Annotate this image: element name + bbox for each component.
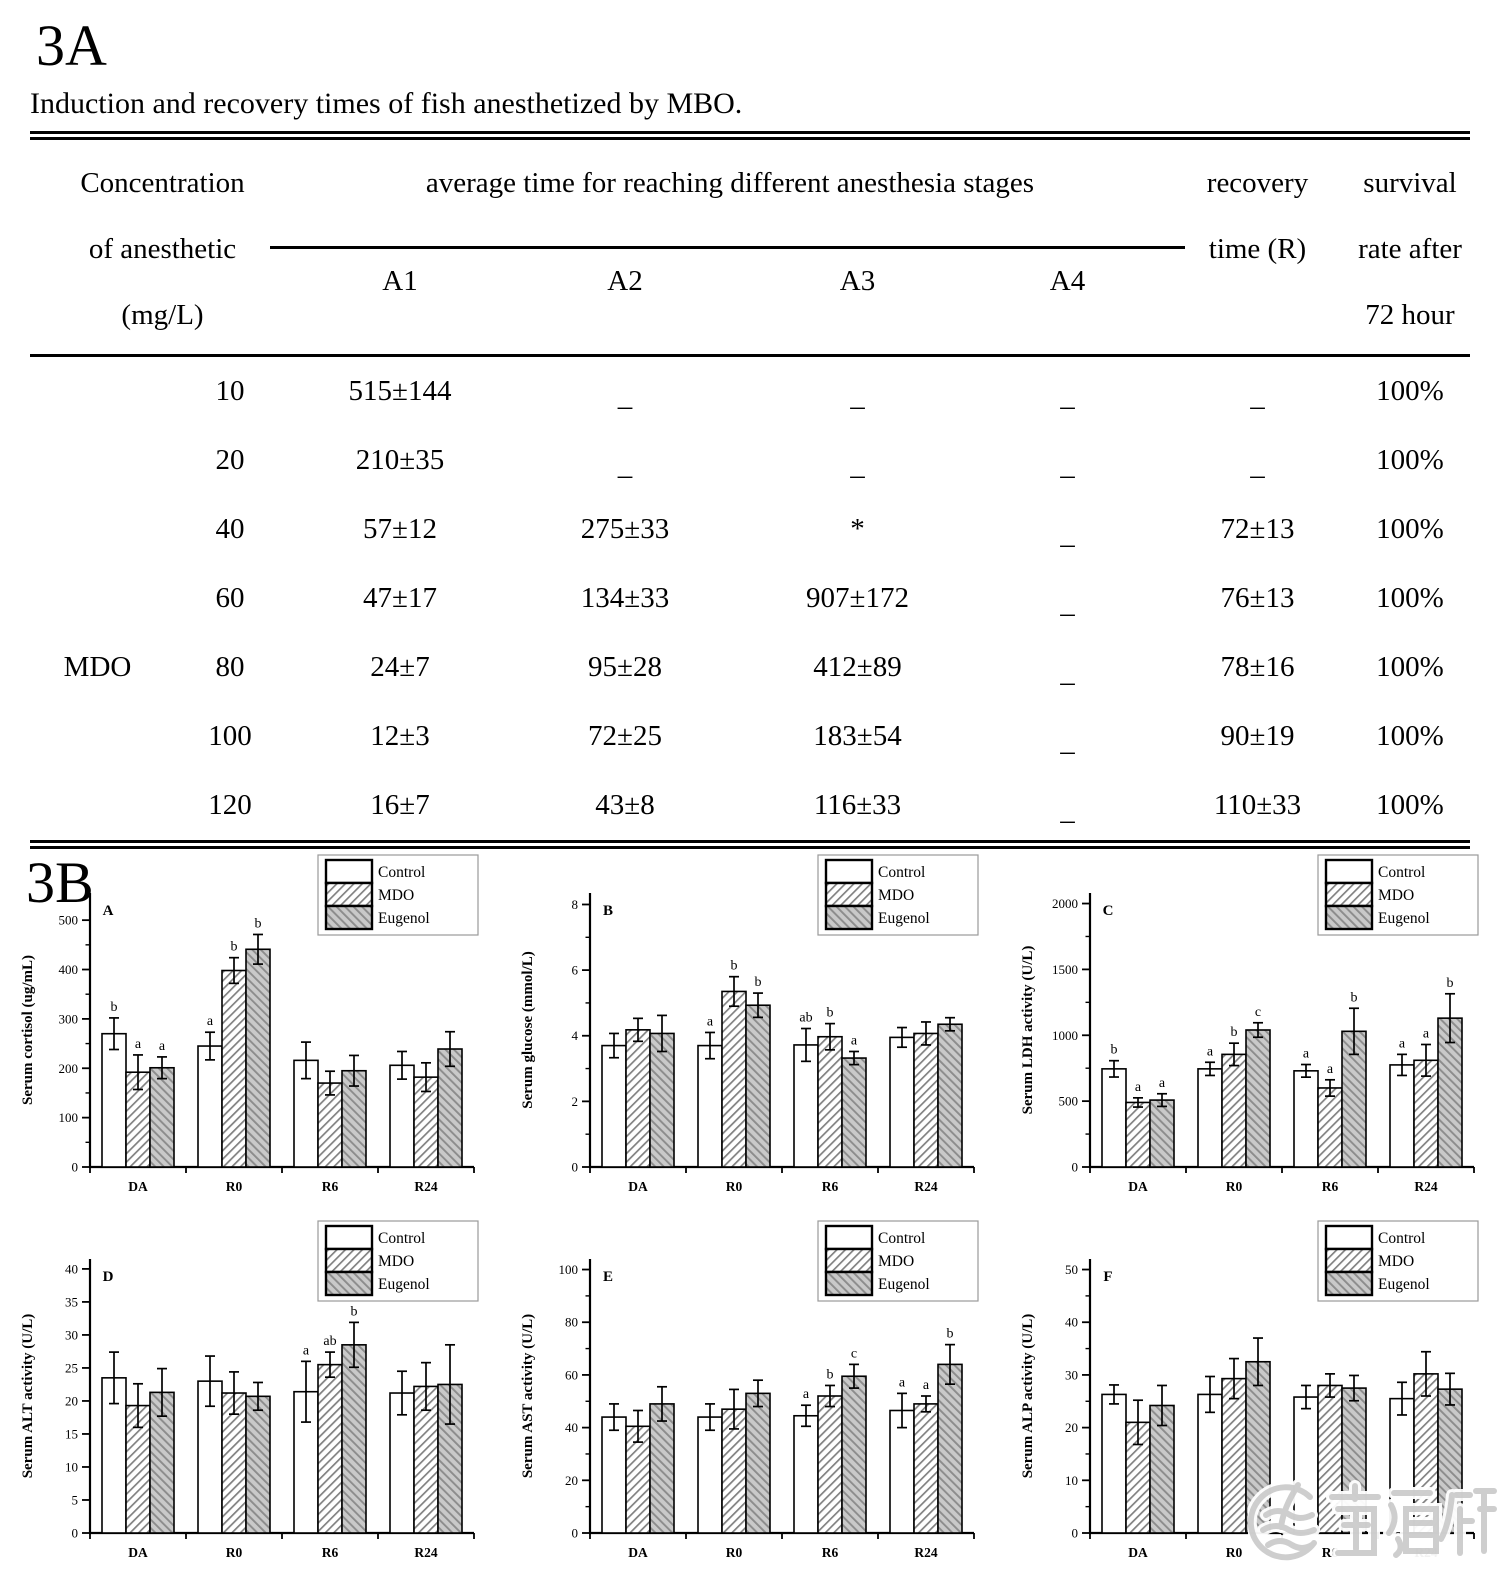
table-cell: 100% bbox=[1376, 650, 1444, 683]
table-row bbox=[30, 702, 1470, 771]
bar-mdo-R0 bbox=[1222, 1054, 1246, 1167]
svg-text:500: 500 bbox=[58, 912, 78, 928]
figure-3a-label: 3A bbox=[36, 13, 107, 78]
bar-eugenol-R24 bbox=[1438, 1389, 1462, 1533]
table-row bbox=[30, 771, 1470, 840]
header-stage-columns bbox=[295, 265, 1165, 298]
svg-text:0: 0 bbox=[1071, 1525, 1078, 1541]
svg-text:ab: ab bbox=[323, 1333, 337, 1349]
svg-text:R24: R24 bbox=[914, 1544, 938, 1560]
bar-mdo-R6 bbox=[1318, 1385, 1342, 1533]
svg-text:Control: Control bbox=[378, 1229, 426, 1247]
table-cell: 72±13 bbox=[1220, 512, 1295, 545]
svg-text:2: 2 bbox=[571, 1093, 578, 1109]
svg-text:1500: 1500 bbox=[1052, 961, 1078, 977]
header-col-a1: A1 bbox=[382, 264, 418, 297]
table-cell: – bbox=[617, 389, 633, 422]
svg-text:a: a bbox=[850, 1033, 858, 1049]
bar-eugenol-DA bbox=[650, 1404, 674, 1533]
svg-text:6: 6 bbox=[571, 962, 578, 978]
svg-text:60: 60 bbox=[565, 1367, 578, 1383]
bar-eugenol-R6 bbox=[1342, 1388, 1366, 1533]
svg-text:10: 10 bbox=[65, 1459, 78, 1475]
svg-text:R24: R24 bbox=[414, 1544, 438, 1560]
table-cell: – bbox=[1060, 734, 1075, 767]
table-cell: 100% bbox=[1376, 581, 1444, 614]
header-line: of anesthetic bbox=[88, 232, 237, 265]
table-bottom-rule bbox=[30, 840, 1470, 849]
table-top-rule bbox=[30, 131, 1470, 140]
legend-swatch-control bbox=[326, 860, 372, 883]
bar-mdo-R6 bbox=[1318, 1088, 1342, 1167]
svg-text:b: b bbox=[1446, 975, 1454, 991]
table-cell: 60 bbox=[215, 581, 245, 614]
legend-swatch-eugenol bbox=[826, 906, 872, 929]
table-cell: 72±25 bbox=[588, 719, 662, 752]
bar-eugenol-R0 bbox=[1246, 1030, 1270, 1167]
svg-text:a: a bbox=[1326, 1061, 1334, 1077]
chart-svg-E bbox=[510, 1219, 994, 1581]
svg-text:Serum ALT activity (U/L): Serum ALT activity (U/L) bbox=[20, 1313, 36, 1479]
bar-control-R0 bbox=[698, 1045, 722, 1166]
svg-text:Serum ALP activity (U/L): Serum ALP activity (U/L) bbox=[1020, 1313, 1036, 1479]
table-cell: 275±33 bbox=[580, 512, 670, 545]
legend-swatch-eugenol bbox=[1326, 1272, 1372, 1295]
legend-swatch-eugenol bbox=[826, 1272, 872, 1295]
bar-mdo-R6 bbox=[818, 1396, 842, 1533]
legend-swatch-eugenol bbox=[326, 1272, 372, 1295]
header-survival bbox=[1350, 150, 1470, 348]
table-cell: 515±144 bbox=[348, 374, 452, 407]
svg-text:b: b bbox=[946, 1326, 954, 1342]
svg-text:15: 15 bbox=[65, 1426, 78, 1442]
svg-text:a: a bbox=[1422, 1026, 1430, 1042]
table-cell: 907±172 bbox=[806, 581, 909, 614]
table-row bbox=[30, 633, 1470, 702]
svg-text:ab: ab bbox=[799, 1010, 813, 1026]
svg-text:Serum glucose (mmol/L): Serum glucose (mmol/L) bbox=[520, 951, 536, 1109]
svg-text:MDO: MDO bbox=[378, 1252, 415, 1270]
svg-text:20: 20 bbox=[1065, 1420, 1078, 1436]
chart-panel-E bbox=[500, 1219, 1000, 1585]
bar-eugenol-R0 bbox=[746, 1393, 770, 1533]
bar-control-DA bbox=[602, 1045, 626, 1166]
bar-mdo-R24 bbox=[1414, 1374, 1438, 1533]
table-cell: – bbox=[850, 458, 865, 491]
svg-text:b: b bbox=[754, 974, 762, 990]
legend-swatch-mdo bbox=[1326, 883, 1372, 906]
bar-eugenol-R0 bbox=[746, 1005, 770, 1167]
bar-eugenol-R0 bbox=[246, 949, 270, 1167]
svg-text:R0: R0 bbox=[225, 1178, 243, 1194]
table-cell: 40 bbox=[215, 512, 245, 545]
svg-text:R6: R6 bbox=[321, 1178, 339, 1194]
svg-text:50: 50 bbox=[1065, 1261, 1078, 1277]
svg-text:a: a bbox=[802, 1387, 810, 1403]
svg-text:b: b bbox=[254, 916, 262, 932]
svg-text:R6: R6 bbox=[321, 1544, 339, 1560]
svg-text:DA: DA bbox=[1128, 1544, 1148, 1560]
table-cell: 12±3 bbox=[370, 719, 430, 752]
header-line: 72 hour bbox=[1365, 298, 1455, 331]
table-cell: 20 bbox=[215, 443, 245, 476]
bar-control-R0 bbox=[198, 1046, 222, 1167]
header-line: Concentration bbox=[80, 166, 245, 199]
table-title: Induction and recovery times of fish anesthetized by MBO. bbox=[30, 86, 743, 120]
svg-text:Eugenol: Eugenol bbox=[378, 1275, 430, 1293]
svg-text:MDO: MDO bbox=[1378, 1252, 1415, 1270]
table-cell: 134±33 bbox=[580, 581, 670, 614]
table-cell: 95±28 bbox=[588, 650, 662, 683]
svg-text:30: 30 bbox=[1065, 1367, 1078, 1383]
bar-eugenol-R0 bbox=[1246, 1362, 1270, 1533]
bar-mdo-R24 bbox=[914, 1404, 938, 1533]
svg-text:b: b bbox=[1350, 990, 1358, 1006]
table-cell: 10 bbox=[215, 374, 245, 407]
svg-text:40: 40 bbox=[1065, 1314, 1078, 1330]
svg-text:400: 400 bbox=[58, 961, 78, 977]
figure-3b-section bbox=[0, 849, 1500, 1585]
svg-text:0: 0 bbox=[71, 1525, 78, 1541]
svg-text:R0: R0 bbox=[725, 1178, 743, 1194]
svg-text:Serum AST activity (U/L): Serum AST activity (U/L) bbox=[520, 1313, 536, 1479]
table-cell: – bbox=[1060, 389, 1075, 422]
svg-text:500: 500 bbox=[1058, 1093, 1078, 1109]
svg-text:a: a bbox=[134, 1036, 142, 1052]
bar-eugenol-R6 bbox=[342, 1345, 366, 1533]
bar-mdo-DA bbox=[626, 1030, 650, 1167]
svg-text:b: b bbox=[1110, 1042, 1118, 1058]
svg-text:C: C bbox=[1102, 902, 1114, 919]
table-cell: – bbox=[1060, 803, 1075, 836]
svg-text:5: 5 bbox=[71, 1492, 78, 1508]
header-line: (mg/L) bbox=[121, 298, 204, 331]
bar-mdo-R0 bbox=[1222, 1379, 1246, 1533]
chart-svg-F bbox=[1010, 1219, 1494, 1581]
bar-mdo-DA bbox=[1126, 1102, 1150, 1167]
header-line: rate after bbox=[1358, 232, 1462, 265]
header-line: time (R) bbox=[1208, 232, 1307, 265]
svg-text:200: 200 bbox=[58, 1060, 78, 1076]
bar-control-R0 bbox=[1198, 1069, 1222, 1167]
svg-text:B: B bbox=[602, 902, 614, 919]
table-cell: – bbox=[850, 389, 865, 422]
bar-eugenol-DA bbox=[650, 1033, 674, 1167]
svg-text:80: 80 bbox=[565, 1314, 578, 1330]
bar-control-R6 bbox=[1294, 1397, 1318, 1533]
bar-control-R0 bbox=[1198, 1394, 1222, 1533]
legend-swatch-control bbox=[826, 1226, 872, 1249]
svg-text:D: D bbox=[102, 1268, 114, 1285]
table-cell: – bbox=[617, 458, 633, 491]
svg-text:R6: R6 bbox=[821, 1544, 839, 1560]
header-concentration bbox=[30, 150, 295, 348]
chart-panel-D bbox=[0, 1219, 500, 1585]
charts-grid bbox=[0, 853, 1500, 1585]
legend-swatch-eugenol bbox=[326, 906, 372, 929]
table-body bbox=[30, 357, 1470, 840]
svg-text:A: A bbox=[102, 902, 114, 919]
svg-text:b: b bbox=[110, 999, 118, 1015]
svg-text:b: b bbox=[230, 939, 238, 955]
svg-text:R0: R0 bbox=[225, 1544, 243, 1560]
table-cell: 16±7 bbox=[370, 788, 430, 821]
table-cell: – bbox=[1250, 389, 1265, 422]
svg-text:R0: R0 bbox=[1225, 1178, 1243, 1194]
svg-text:DA: DA bbox=[128, 1178, 148, 1194]
svg-text:DA: DA bbox=[628, 1544, 648, 1560]
svg-text:Control: Control bbox=[878, 1229, 926, 1247]
table-cell: 100% bbox=[1376, 374, 1444, 407]
svg-text:a: a bbox=[302, 1343, 310, 1359]
svg-text:20: 20 bbox=[565, 1472, 578, 1488]
svg-text:a: a bbox=[922, 1377, 930, 1393]
svg-text:Eugenol: Eugenol bbox=[1378, 909, 1430, 927]
svg-text:F: F bbox=[1103, 1268, 1113, 1285]
table-header bbox=[30, 140, 1470, 354]
bar-control-DA bbox=[102, 1034, 126, 1167]
svg-text:100: 100 bbox=[558, 1261, 578, 1277]
table-cell: 90±19 bbox=[1220, 719, 1295, 752]
header-line: recovery bbox=[1206, 166, 1309, 199]
bar-eugenol-R6 bbox=[842, 1058, 866, 1167]
bar-control-R24 bbox=[890, 1410, 914, 1533]
bar-eugenol-DA bbox=[1150, 1100, 1174, 1167]
svg-text:a: a bbox=[1158, 1075, 1166, 1091]
table-cell: 100% bbox=[1376, 512, 1444, 545]
svg-text:40: 40 bbox=[565, 1420, 578, 1436]
bar-eugenol-R0 bbox=[246, 1396, 270, 1533]
svg-text:Control: Control bbox=[378, 863, 426, 881]
table-cell: – bbox=[1060, 665, 1075, 698]
svg-text:MDO: MDO bbox=[878, 1252, 915, 1270]
table-cell: * bbox=[850, 512, 865, 545]
bar-eugenol-R24 bbox=[938, 1364, 962, 1533]
chart-panel-F bbox=[1000, 1219, 1500, 1585]
table-cell: 100 bbox=[208, 719, 252, 752]
table-cell: 183±54 bbox=[813, 719, 902, 752]
svg-text:20: 20 bbox=[65, 1393, 78, 1409]
bar-control-R6 bbox=[794, 1416, 818, 1533]
header-stages-group bbox=[295, 150, 1165, 348]
svg-text:a: a bbox=[1302, 1046, 1310, 1062]
chart-svg-D bbox=[10, 1219, 494, 1581]
table-cell: 57±12 bbox=[363, 512, 437, 545]
table-cell: – bbox=[1060, 596, 1075, 629]
svg-text:R24: R24 bbox=[914, 1178, 938, 1194]
chart-svg-C bbox=[1010, 853, 1494, 1215]
bar-control-R0 bbox=[698, 1417, 722, 1533]
svg-text:2000: 2000 bbox=[1052, 895, 1078, 911]
svg-text:c: c bbox=[1254, 1004, 1262, 1020]
header-col-a4: A4 bbox=[1049, 264, 1086, 297]
legend-swatch-mdo bbox=[826, 1249, 872, 1272]
table-row bbox=[30, 564, 1470, 633]
svg-text:35: 35 bbox=[65, 1294, 78, 1310]
bar-mdo-R6 bbox=[318, 1365, 342, 1533]
bar-control-DA bbox=[602, 1417, 626, 1533]
header-line: survival bbox=[1363, 166, 1457, 199]
svg-text:0: 0 bbox=[571, 1525, 578, 1541]
bar-mdo-R0 bbox=[222, 970, 246, 1166]
svg-text:a: a bbox=[1134, 1079, 1142, 1095]
bar-control-R6 bbox=[794, 1045, 818, 1167]
svg-text:Control: Control bbox=[1378, 1229, 1426, 1247]
svg-text:25: 25 bbox=[65, 1360, 78, 1376]
table-cell: 412±89 bbox=[813, 650, 902, 683]
legend-swatch-control bbox=[326, 1226, 372, 1249]
legend-swatch-mdo bbox=[326, 883, 372, 906]
svg-text:1000: 1000 bbox=[1052, 1027, 1078, 1043]
svg-text:R6: R6 bbox=[1321, 1178, 1339, 1194]
svg-text:8: 8 bbox=[571, 896, 578, 912]
table-cell: 110±33 bbox=[1213, 788, 1302, 821]
bar-eugenol-R6 bbox=[842, 1376, 866, 1533]
legend-swatch-mdo bbox=[1326, 1249, 1372, 1272]
svg-text:a: a bbox=[706, 1014, 714, 1030]
svg-text:R24: R24 bbox=[1414, 1544, 1438, 1560]
table-cell: 80 bbox=[215, 650, 245, 683]
figure-3b-label: 3B bbox=[26, 849, 94, 915]
bar-mdo-R24 bbox=[914, 1033, 938, 1167]
svg-text:0: 0 bbox=[71, 1159, 78, 1175]
chart-panel-C bbox=[1000, 853, 1500, 1219]
svg-text:R0: R0 bbox=[1225, 1544, 1243, 1560]
chart-panel-B bbox=[500, 853, 1000, 1219]
svg-text:10: 10 bbox=[1065, 1472, 1078, 1488]
svg-text:b: b bbox=[1230, 1025, 1238, 1041]
table-cell: – bbox=[1250, 458, 1265, 491]
svg-text:c: c bbox=[850, 1346, 858, 1362]
table-cell: 43±8 bbox=[595, 788, 655, 821]
header-stages-title: average time for reaching different anesthesia stages bbox=[425, 166, 1035, 199]
svg-text:R6: R6 bbox=[1321, 1544, 1339, 1560]
svg-text:R0: R0 bbox=[725, 1544, 743, 1560]
bar-eugenol-R24 bbox=[938, 1024, 962, 1167]
svg-text:a: a bbox=[158, 1038, 166, 1054]
svg-text:b: b bbox=[730, 958, 738, 974]
svg-text:40: 40 bbox=[65, 1261, 78, 1277]
svg-text:Eugenol: Eugenol bbox=[878, 1275, 930, 1293]
header-col-a3: A3 bbox=[839, 264, 876, 297]
svg-text:0: 0 bbox=[571, 1159, 578, 1175]
svg-text:b: b bbox=[826, 1367, 834, 1383]
svg-text:DA: DA bbox=[628, 1178, 648, 1194]
svg-text:MDO: MDO bbox=[378, 886, 415, 904]
header-stages-rule bbox=[270, 246, 1185, 249]
svg-text:DA: DA bbox=[1128, 1178, 1148, 1194]
legend-swatch-control bbox=[826, 860, 872, 883]
legend-swatch-control bbox=[1326, 860, 1372, 883]
table-cell: 100% bbox=[1376, 788, 1444, 821]
header-recovery bbox=[1165, 150, 1350, 348]
svg-text:b: b bbox=[350, 1304, 358, 1320]
svg-text:Serum cortisol (ug/mL): Serum cortisol (ug/mL) bbox=[20, 954, 36, 1105]
table-cell: 210±35 bbox=[355, 443, 445, 476]
table-cell: 116±33 bbox=[813, 788, 902, 821]
table-row bbox=[30, 495, 1470, 564]
table-cell: 24±7 bbox=[370, 650, 430, 683]
header-col-a2: A2 bbox=[607, 264, 643, 297]
table-row bbox=[30, 357, 1470, 426]
svg-text:MDO: MDO bbox=[878, 886, 915, 904]
svg-text:E: E bbox=[602, 1268, 614, 1285]
svg-text:a: a bbox=[1206, 1044, 1214, 1060]
table-cell: 100% bbox=[1376, 719, 1444, 752]
bar-control-R24 bbox=[1390, 1065, 1414, 1167]
svg-text:a: a bbox=[1398, 1036, 1406, 1052]
svg-text:R24: R24 bbox=[414, 1178, 438, 1194]
table-cell: – bbox=[1060, 458, 1075, 491]
svg-text:Control: Control bbox=[878, 863, 926, 881]
bar-control-R24 bbox=[890, 1037, 914, 1167]
bar-eugenol-DA bbox=[150, 1068, 174, 1167]
legend-swatch-mdo bbox=[826, 883, 872, 906]
legend-swatch-eugenol bbox=[1326, 906, 1372, 929]
svg-text:Serum LDH activity (U/L): Serum LDH activity (U/L) bbox=[1020, 945, 1036, 1115]
chart-svg-B bbox=[510, 853, 994, 1215]
svg-text:4: 4 bbox=[571, 1028, 578, 1044]
bar-mdo-R0 bbox=[722, 991, 746, 1167]
table-cell: 47±17 bbox=[363, 581, 437, 614]
legend-swatch-mdo bbox=[326, 1249, 372, 1272]
svg-text:a: a bbox=[898, 1375, 906, 1391]
svg-text:Eugenol: Eugenol bbox=[878, 909, 930, 927]
svg-text:Eugenol: Eugenol bbox=[1378, 1275, 1430, 1293]
svg-text:R24: R24 bbox=[1414, 1178, 1438, 1194]
bar-control-R24 bbox=[390, 1065, 414, 1167]
legend-swatch-control bbox=[1326, 1226, 1372, 1249]
bar-control-DA bbox=[1102, 1069, 1126, 1167]
group-label-cell: MDO bbox=[63, 650, 132, 683]
table-cell: – bbox=[1060, 527, 1075, 560]
bar-control-DA bbox=[1102, 1394, 1126, 1533]
svg-text:R6: R6 bbox=[821, 1178, 839, 1194]
table-cell: 78±16 bbox=[1220, 650, 1295, 683]
svg-text:DA: DA bbox=[128, 1544, 148, 1560]
svg-text:300: 300 bbox=[58, 1011, 78, 1027]
table-row bbox=[30, 426, 1470, 495]
svg-text:0: 0 bbox=[1071, 1159, 1078, 1175]
bar-mdo-R6 bbox=[818, 1037, 842, 1167]
svg-text:Eugenol: Eugenol bbox=[378, 909, 430, 927]
bar-control-R6 bbox=[1294, 1071, 1318, 1167]
svg-text:a: a bbox=[206, 1014, 214, 1030]
svg-text:MDO: MDO bbox=[1378, 886, 1415, 904]
table-cell: 100% bbox=[1376, 443, 1444, 476]
table-cell: 120 bbox=[208, 788, 252, 821]
svg-text:100: 100 bbox=[58, 1110, 78, 1126]
table-cell: 76±13 bbox=[1220, 581, 1295, 614]
svg-text:30: 30 bbox=[65, 1327, 78, 1343]
bar-control-R24 bbox=[1390, 1399, 1414, 1533]
svg-text:b: b bbox=[826, 1005, 834, 1021]
svg-text:Control: Control bbox=[1378, 863, 1426, 881]
